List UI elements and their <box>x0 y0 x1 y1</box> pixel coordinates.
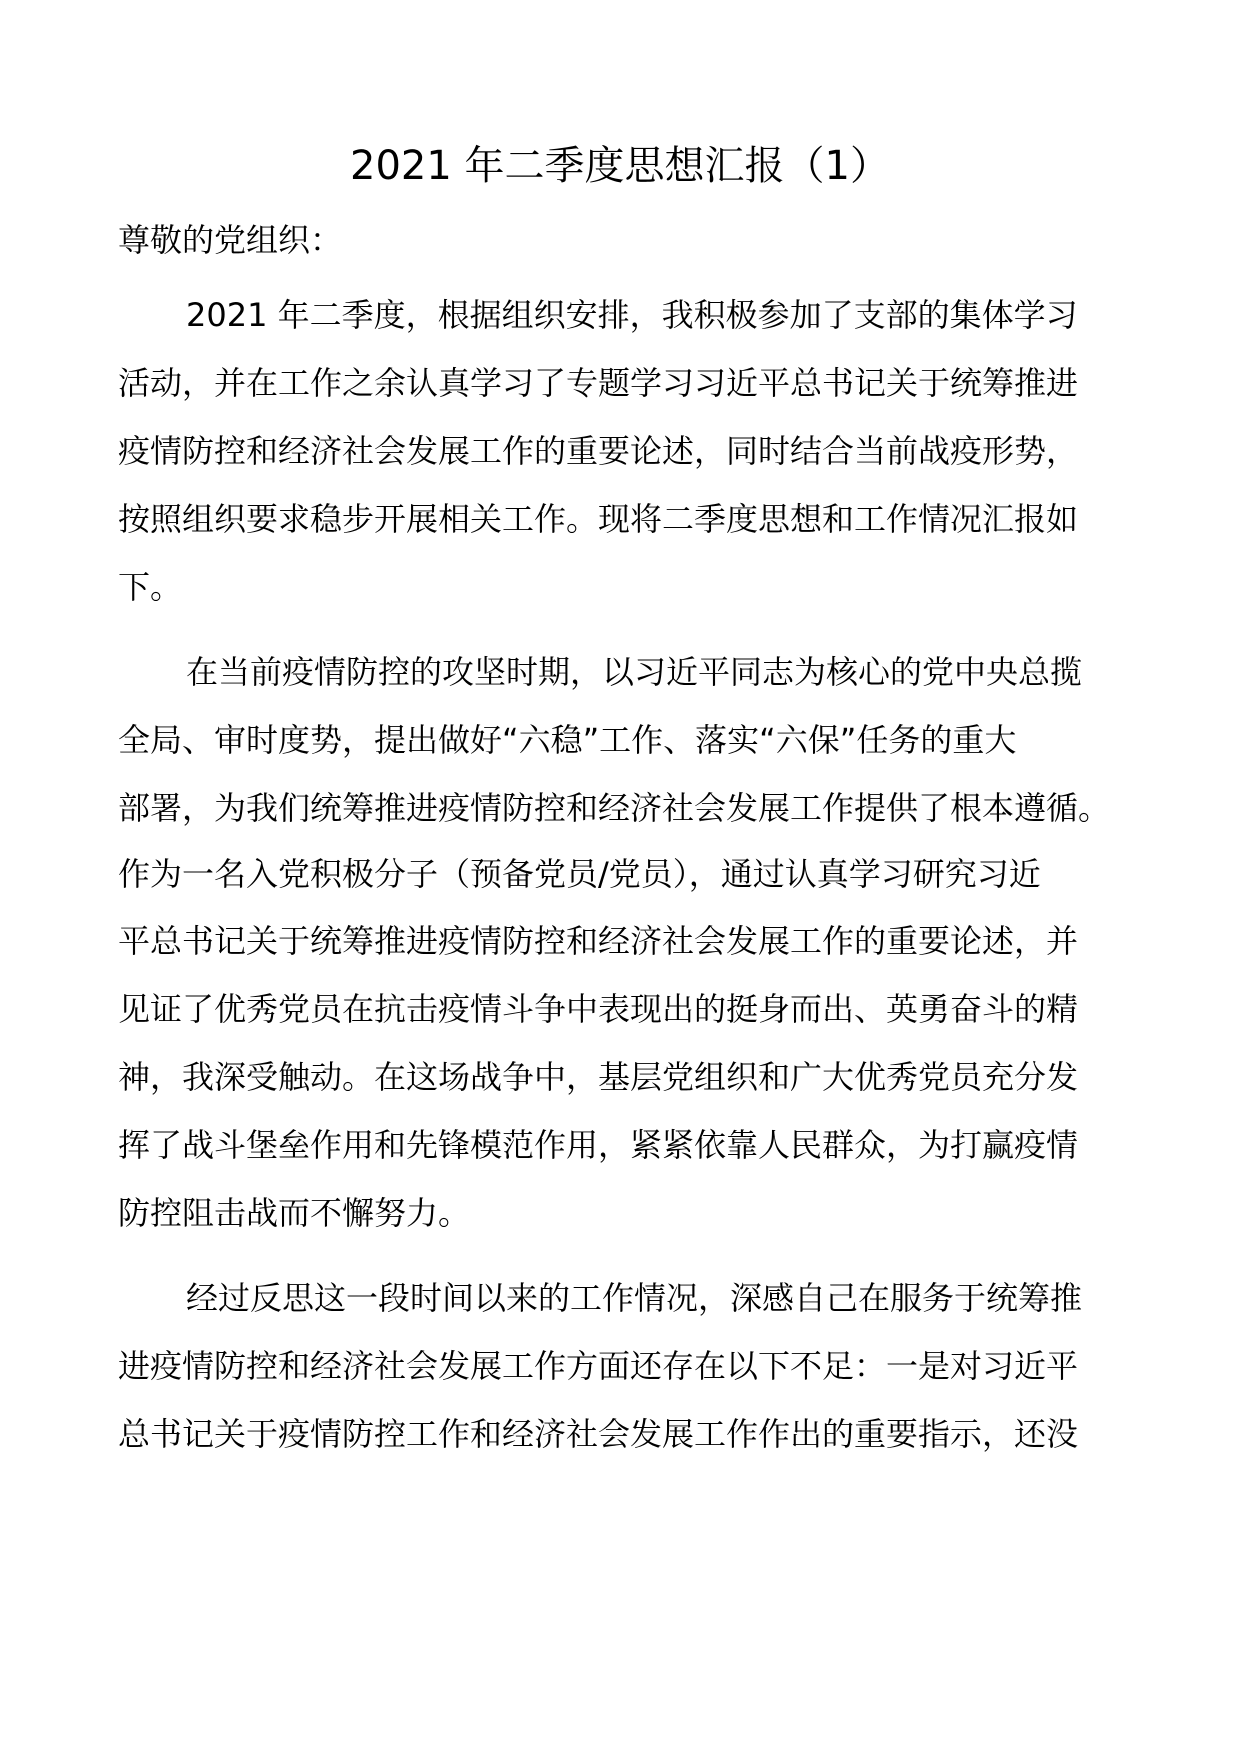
document-title: 2021 年二季度思想汇报（1） <box>350 143 890 189</box>
paragraph-2-line-8: 挥了战斗堡垒作用和先锋模范作用，紧紧依靠人民群众，为打赢疫情 <box>118 1126 1079 1164</box>
paragraph-2-line-7: 神，我深受触动。在这场战争中，基层党组织和广大优秀党员充分发 <box>118 1058 1079 1096</box>
paragraph-3-line-1: 经过反思这一段时间以来的工作情况，深感自己在服务于统筹推 <box>186 1279 1083 1317</box>
paragraph-2-line-2: 全局、审时度势，提出做好“六稳”工作、落实“六保”任务的重大 <box>118 721 1017 759</box>
paragraph-2-line-5: 平总书记关于统筹推进疫情防控和经济社会发展工作的重要论述，并 <box>118 922 1079 960</box>
paragraph-2-line-3: 部署，为我们统筹推进疫情防控和经济社会发展工作提供了根本遵循。 <box>118 789 1111 827</box>
paragraph-1-line-5: 下。 <box>118 568 183 606</box>
paragraph-2-line-9: 防控阻击战而不懈努力。 <box>118 1194 471 1232</box>
paragraph-1-line-1: 2021 年二季度，根据组织安排，我积极参加了支部的集体学习 <box>186 296 1078 334</box>
paragraph-1-line-2: 活动，并在工作之余认真学习了专题学习习近平总书记关于统筹推进 <box>118 364 1079 402</box>
paragraph-2-line-1: 在当前疫情防控的攻坚时期，以习近平同志为核心的党中央总揽 <box>186 653 1083 691</box>
salutation: 尊敬的党组织： <box>118 221 343 259</box>
paragraph-1-line-4: 按照组织要求稳步开展相关工作。现将二季度思想和工作情况汇报如 <box>118 500 1079 538</box>
paragraph-3-line-2: 进疫情防控和经济社会发展工作方面还存在以下不足：一是对习近平 <box>118 1347 1079 1385</box>
paragraph-2-line-6: 见证了优秀党员在抗击疫情斗争中表现出的挺身而出、英勇奋斗的精 <box>118 990 1079 1028</box>
paragraph-2-line-4: 作为一名入党积极分子（预备党员/党员），通过认真学习研究习近 <box>118 855 1041 893</box>
paragraph-3-line-3: 总书记关于疫情防控工作和经济社会发展工作作出的重要指示，还没 <box>118 1415 1079 1453</box>
paragraph-1-line-3: 疫情防控和经济社会发展工作的重要论述，同时结合当前战疫形势， <box>118 432 1079 470</box>
